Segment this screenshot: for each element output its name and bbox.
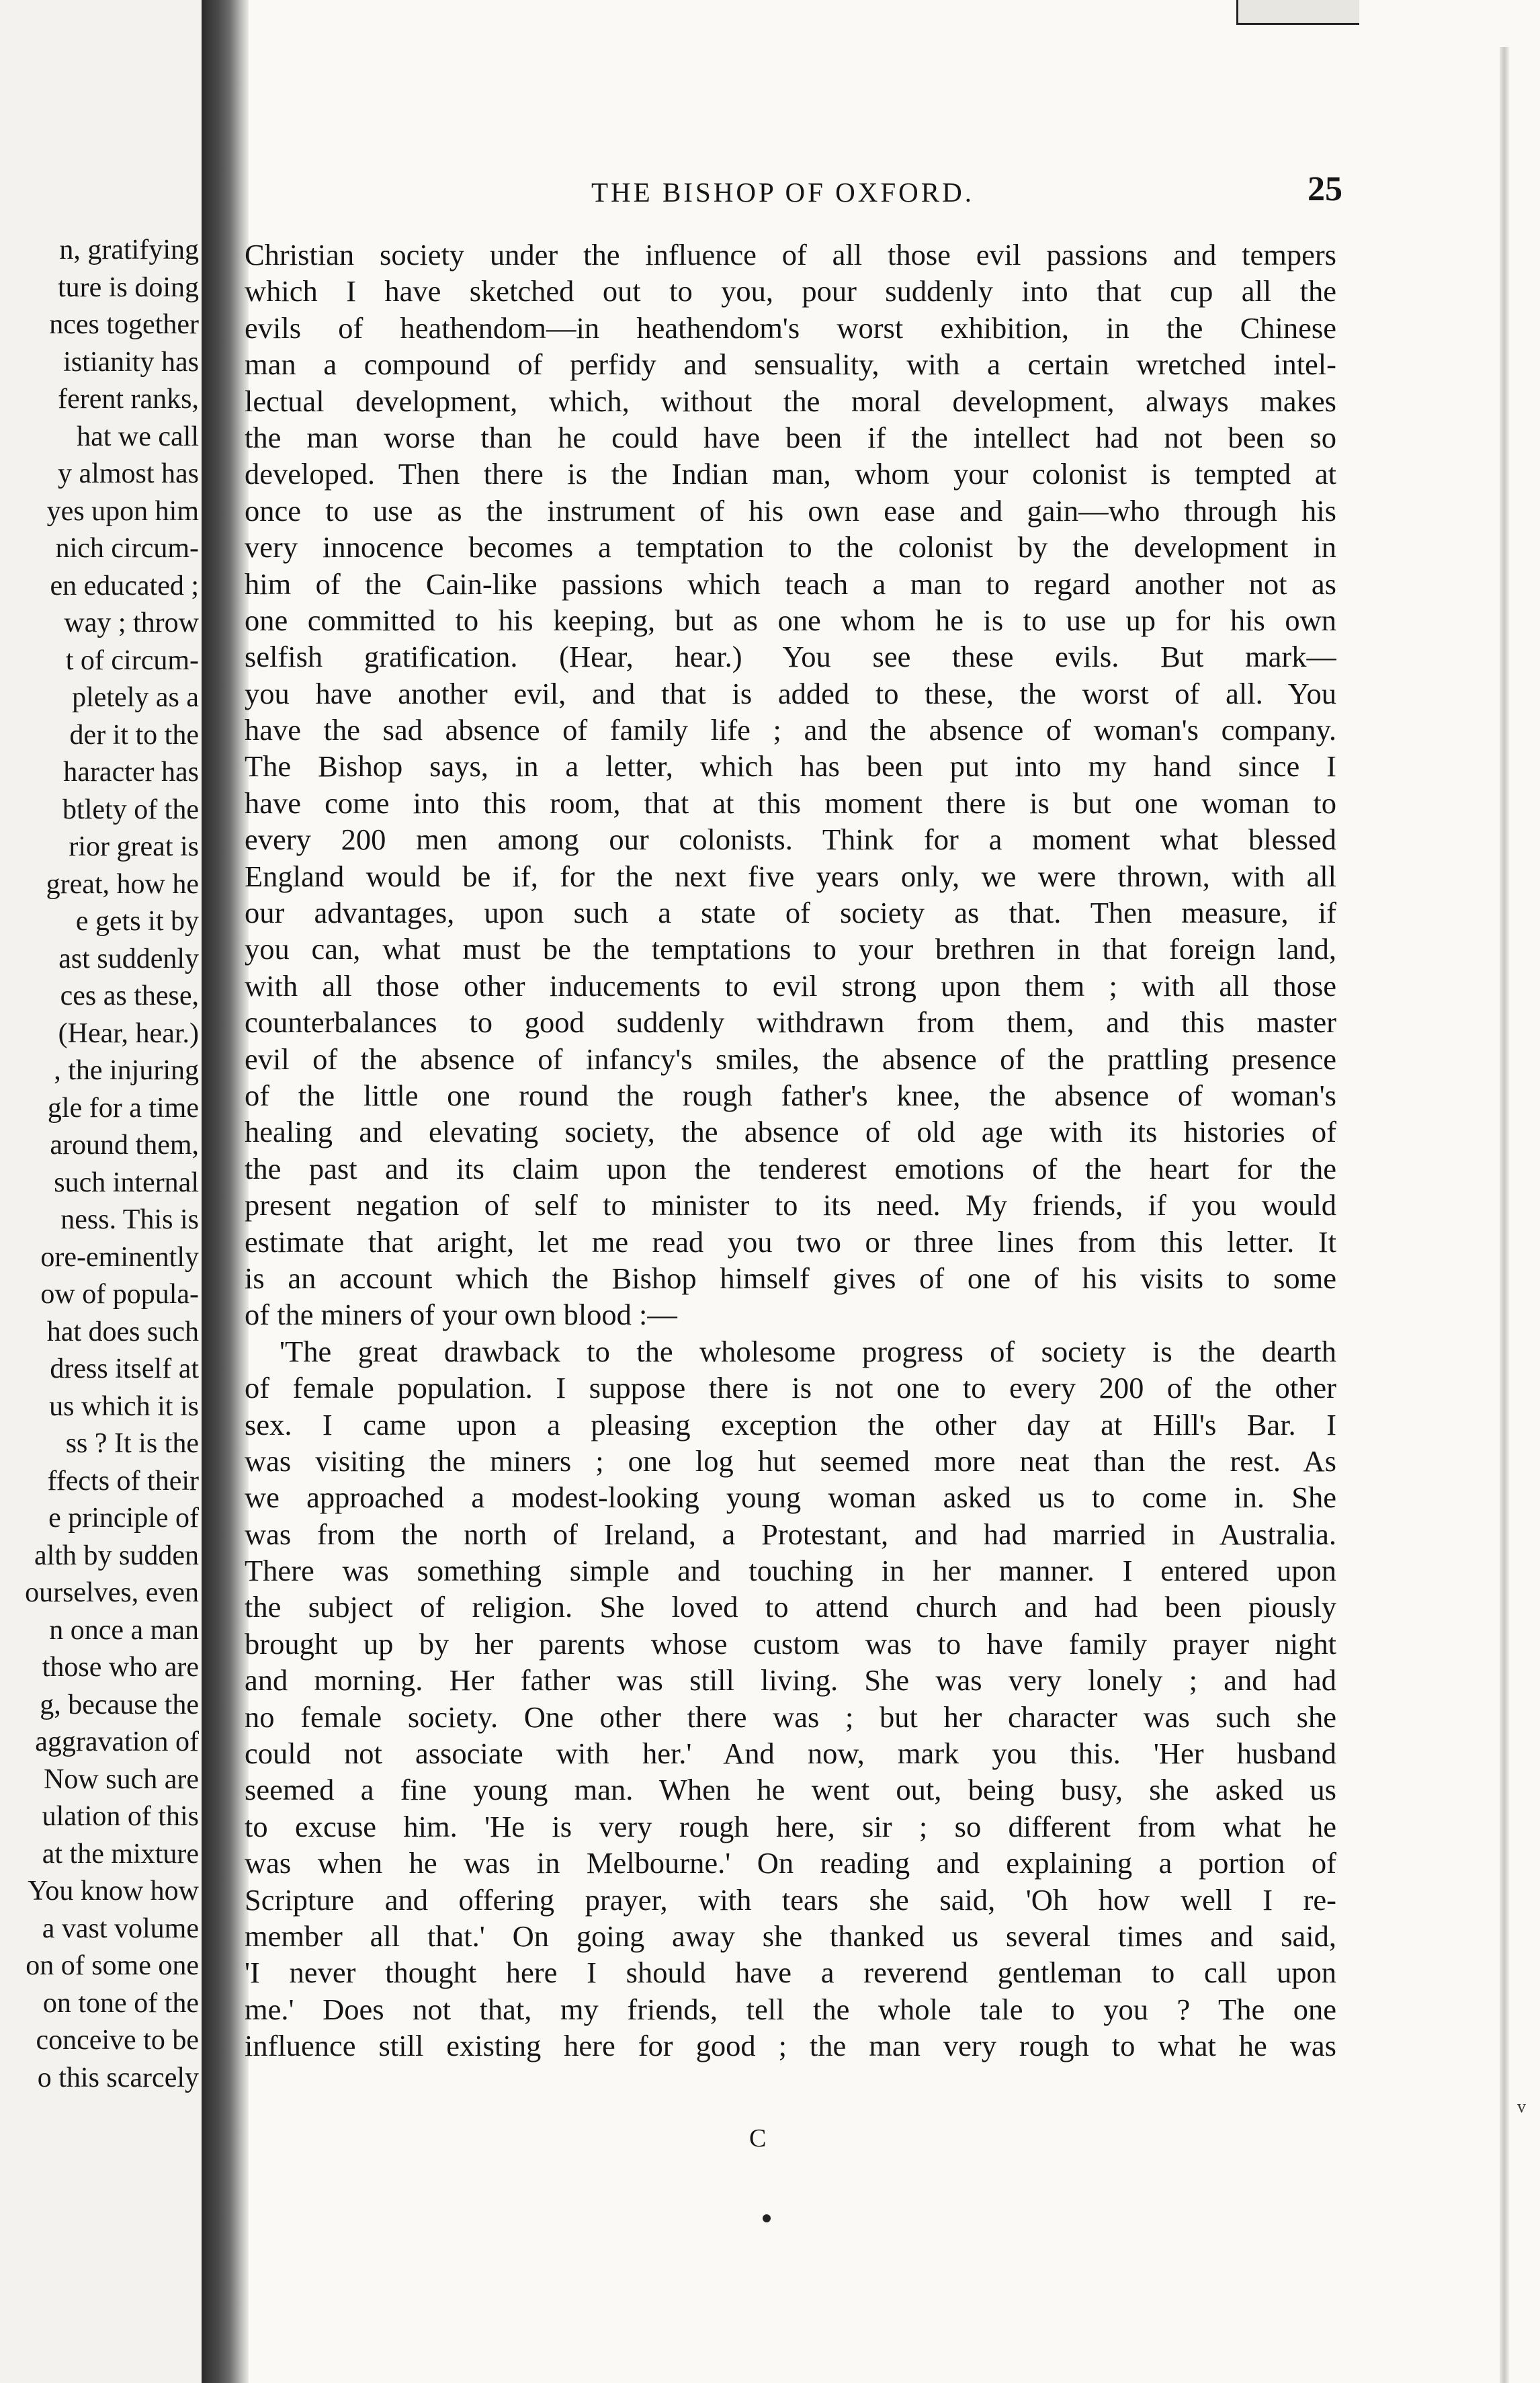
facing-page-line: o this scarcely	[37, 2062, 199, 2093]
facing-page-line: n, gratifying	[59, 235, 199, 265]
text-line: present negation of self to minister to its need. My friends, if you would	[245, 1188, 1336, 1222]
text-line: was when he was in Melbourne.' On reading and explaining a portion of	[245, 1846, 1336, 1880]
page-number: 25	[1308, 170, 1342, 208]
text-line: him of the Cain-like passions which teach a man to regard another not as	[245, 567, 1336, 601]
text-line: Christian society under the influence of all those evil passions and tempers	[245, 238, 1336, 271]
text-line: man a compound of perfidy and sensuality, with a certain wretched intel-	[245, 347, 1336, 382]
text-line: was visiting the miners ; one log hut seemed more neat than the rest. As	[245, 1444, 1336, 1478]
text-line: which I have sketched out to you, pour suddenly into that cup all the	[245, 274, 1336, 308]
facing-page-line: aggravation of	[35, 1726, 199, 1757]
facing-page-line: such internal	[54, 1167, 199, 1198]
facing-page-line: ulation of this	[42, 1801, 199, 1832]
facing-page-line: t of circum-	[65, 644, 199, 676]
facing-page-line: ow of popula-	[40, 1279, 199, 1310]
facing-page-line: haracter has	[63, 757, 199, 788]
text-line: no female society. One other there was ; but her character was such she	[245, 1700, 1336, 1734]
text-line: influence still existing here for good ; the man very rough to what he was	[245, 2029, 1336, 2063]
text-line: once to use as the instrument of his own ease and gain—who through his	[245, 493, 1336, 528]
facing-page-line: e gets it by	[75, 906, 199, 937]
facing-page-line: Now such are	[44, 1763, 199, 1795]
facing-page-line: ness. This is	[60, 1204, 199, 1235]
text-line: could not associate with her.' And now, mark you this. 'Her husband	[245, 1737, 1336, 1771]
facing-page-line: nich circum-	[55, 533, 199, 564]
facing-page-line: ces as these,	[60, 980, 199, 1011]
signature-mark: C	[749, 2124, 767, 2152]
facing-page-line: der it to the	[69, 719, 199, 751]
text-line: one committed to his keeping, but as one whom he is to use up for his own	[245, 603, 1336, 637]
text-line: seemed a fine young man. When he went out, being busy, she asked us	[245, 1773, 1336, 1807]
ink-dot	[763, 2214, 771, 2222]
text-line: developed. Then there is the Indian man, whom your colonist is tempted at	[245, 457, 1336, 491]
body-text	[245, 237, 1336, 2064]
facing-page-line: en educated ;	[50, 570, 199, 601]
facing-page-line: those who are	[42, 1652, 199, 1683]
text-line: very innocence becomes a temptation to the colonist by the development in	[245, 530, 1336, 565]
facing-page-line: (Hear, hear.)	[58, 1017, 199, 1049]
text-line: we approached a modest-looking young woman asked us to come in. She	[245, 1480, 1336, 1515]
text-line: sex. I came upon a pleasing exception the other day at Hill's Bar. I	[245, 1407, 1336, 1441]
text-line: counterbalances to good suddenly withdrawn from them, and this master	[245, 1005, 1336, 1040]
page-top-edge	[1236, 0, 1359, 25]
facing-page-line: us which it is	[49, 1390, 199, 1422]
facing-page-line: conceive to be	[36, 2025, 199, 2056]
text-line: have the sad absence of family life ; and the absence of woman's company.	[245, 713, 1336, 747]
text-line: 'The great drawback to the wholesome progress of society is the dearth	[280, 1334, 1336, 1368]
text-line: and morning. Her father was still living. She was very lonely ; and had	[245, 1663, 1336, 1698]
text-line: selfish gratification. (Hear, hear.) You see these evils. But mark—	[245, 640, 1336, 674]
facing-page-line: ferent ranks,	[58, 384, 199, 415]
text-line: England would be if, for the next five years only, we were thrown, with all	[245, 859, 1336, 893]
facing-page-line: ffects of their	[47, 1465, 199, 1497]
facing-page-line: dress itself at	[50, 1353, 199, 1384]
text-line: the past and its claim upon the tenderest emotions of the heart for the	[245, 1151, 1336, 1185]
facing-page-line: ourselves, even	[25, 1577, 199, 1608]
text-line: the subject of religion. She loved to attend church and had been piously	[245, 1590, 1336, 1624]
facing-page-line: a vast volume	[42, 1913, 199, 1944]
text-line: evil of the absence of infancy's smiles, the absence of the prattling presence	[245, 1042, 1336, 1076]
text-line: was from the north of Ireland, a Protestant, and had married in Australia.	[245, 1517, 1336, 1551]
facing-page-line: yes upon him	[46, 495, 199, 527]
facing-page-line: on of some one	[26, 1950, 199, 1981]
facing-page-line: gle for a time	[47, 1092, 199, 1124]
facing-page-line: pletely as a	[72, 682, 199, 713]
facing-page-line: istianity has	[63, 346, 199, 378]
facing-page-line: You know how	[28, 1876, 199, 1907]
text-line: member all that.' On going away she thanked us several times and said,	[245, 1919, 1336, 1953]
margin-mark: v	[1517, 2097, 1526, 2116]
facing-page-line: ss ? It is the	[65, 1428, 199, 1459]
text-line: The Bishop says, in a letter, which has been put into my hand since I	[245, 749, 1336, 784]
facing-page-line: way ; throw	[64, 608, 199, 638]
text-line: you can, what must be the temptations to your brethren in that foreign land,	[245, 932, 1336, 966]
text-line: There was something simple and touching in her manner. I entered upon	[245, 1554, 1336, 1588]
facing-page-line: alth by sudden	[34, 1540, 199, 1571]
facing-page-line: btlety of the	[62, 794, 199, 825]
text-line: our advantages, upon such a state of society as that. Then measure, if	[245, 896, 1336, 930]
text-line: me.' Does not that, my friends, tell the whole tale to you ? The one	[245, 1992, 1336, 2026]
text-line: of female population. I suppose there is not one to every 200 of the other	[245, 1371, 1336, 1405]
facing-page-line: on tone of the	[42, 1987, 199, 2019]
text-line: Scripture and offering prayer, with tears she said, 'Oh how well I re-	[245, 1882, 1336, 1917]
page-right-edge	[1500, 47, 1509, 2383]
text-line: of the miners of your own blood :—	[245, 1298, 677, 1332]
facing-page-line: ast suddenly	[58, 943, 199, 974]
text-line: have come into this room, that at this moment there is but one woman to	[245, 786, 1336, 820]
facing-page-line: at the mixture	[42, 1838, 199, 1870]
facing-page-line: n once a man	[49, 1614, 199, 1646]
text-line: every 200 men among our colonists. Think for a moment what blessed	[245, 823, 1336, 857]
text-line: evils of heathendom—in heathendom's worst exhibition, in the Chinese	[245, 310, 1336, 345]
text-line: you have another evil, and that is added to these, the worst of all. You	[245, 676, 1336, 710]
book-gutter	[202, 0, 249, 2383]
text-line: is an account which the Bishop himself gives of one of his visits to some	[245, 1261, 1336, 1295]
text-line: 'I never thought here I should have a reverend gentleman to call upon	[245, 1956, 1336, 1990]
text-line: to excuse him. 'He is very rough here, sir ; so different from what he	[245, 1809, 1336, 1843]
facing-page-line: rior great is	[69, 831, 199, 862]
text-line: brought up by her parents whose custom was to have family prayer night	[245, 1626, 1336, 1661]
facing-page-line: nces together	[49, 309, 199, 340]
facing-page-line: , the injuring	[54, 1055, 199, 1086]
text-line: with all those other inducements to evil strong upon them ; with all those	[245, 968, 1336, 1003]
facing-page-line: ore-eminently	[40, 1241, 199, 1273]
facing-page-line: around them,	[50, 1130, 199, 1161]
running-head: THE BISHOP OF OXFORD.	[591, 177, 974, 208]
facing-page-line: hat we call	[77, 421, 199, 452]
facing-page-line: y almost has	[58, 458, 199, 489]
text-line: of the little one round the rough father's knee, the absence of woman's	[245, 1078, 1336, 1112]
facing-page-line: great, how he	[46, 868, 199, 900]
facing-page-text	[0, 232, 199, 2097]
text-line: the man worse than he could have been if the intellect had not been so	[245, 420, 1336, 454]
text-line: lectual development, which, without the moral development, always makes	[245, 384, 1336, 418]
facing-page-line: hat does such	[46, 1316, 199, 1347]
facing-page-line: ture is doing	[58, 271, 199, 303]
facing-page-line: g, because the	[40, 1689, 199, 1720]
facing-page-left	[0, 0, 202, 2383]
text-line: healing and elevating society, the absence of old age with its histories of	[245, 1115, 1336, 1149]
facing-page-line: e principle of	[48, 1503, 199, 1534]
text-line: estimate that aright, let me read you two or three lines from this letter. It	[245, 1224, 1336, 1259]
